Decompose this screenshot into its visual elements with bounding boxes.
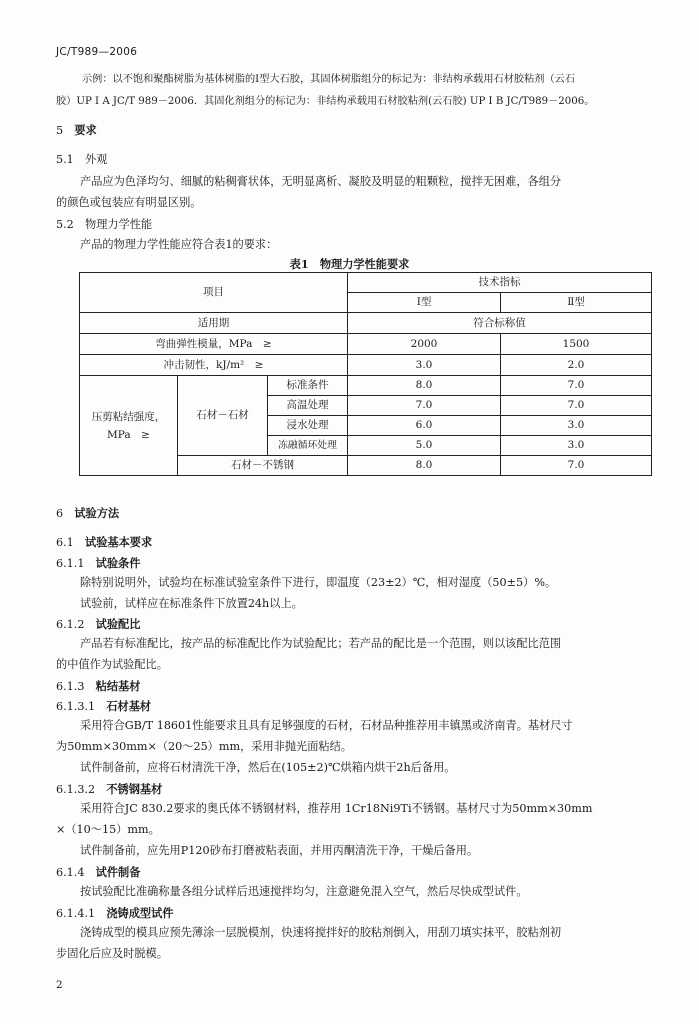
section-number: 6.1.3 xyxy=(56,680,85,693)
section-title: 粘结基材 xyxy=(95,679,141,693)
section-number: 5 xyxy=(56,124,64,137)
paragraph-line: 的颜色或包装应有明显区别。 xyxy=(56,196,202,209)
paragraph-line: 试验前，试样应在标准条件下放置24h以上。 xyxy=(80,597,303,610)
section-number: 5.1 xyxy=(56,153,74,166)
section-6-1-4-heading xyxy=(56,865,140,880)
section-number: 6.1.2 xyxy=(56,618,85,631)
paragraph-line: 按试验配比准确称量各组分试样后迅速搅拌均匀，注意避免混入空气，然后尽快成型试件。 xyxy=(80,885,528,898)
row-label: 适用期 xyxy=(80,313,348,334)
table-cell: 5.0 xyxy=(348,436,501,456)
row-label: 弯曲弹性模量，MPa ≥ xyxy=(80,334,348,355)
section-title: 不锈钢基材 xyxy=(106,782,163,796)
table-cell: 2000 xyxy=(348,334,501,355)
table-cell: 7.0 xyxy=(501,376,652,396)
table-cell: 8.0 xyxy=(348,376,501,396)
paragraph-line: 除特别说明外，试验均在标准试验室条件下进行，即温度（23±2）℃，相对湿度（50±5）%。 xyxy=(80,576,557,589)
section-6-1-3-2-heading xyxy=(56,782,162,797)
paragraph-line: 产品应为色泽均匀、细腻的粘稠膏状体，无明显离析、凝胶及明显的粗颗粒，搅拌无困难，各组分 xyxy=(80,175,562,188)
table-cell: 7.0 xyxy=(348,396,501,416)
table-cell: 1500 xyxy=(501,334,652,355)
condition-label: 高温处理 xyxy=(268,396,348,416)
row-label-line: 压剪粘结强度， xyxy=(91,410,166,423)
section-6-heading xyxy=(56,506,119,521)
section-number: 6.1.3.1 xyxy=(56,700,96,713)
row-label xyxy=(80,376,178,476)
table-cell: 6.0 xyxy=(348,416,501,436)
paragraph-line: 采用符合GB/T 18601性能要求且具有足够强度的石材，石材品种推荐用丰镇黑或济南青。基材尺寸 xyxy=(80,719,573,732)
header-item: 项目 xyxy=(80,273,348,313)
section-6-1-1-heading xyxy=(56,556,140,571)
section-title: 试验配比 xyxy=(95,617,141,631)
section-number: 6.1.4 xyxy=(56,866,85,879)
paragraph-line: 试件制备前，应将石材清洗干净，然后在(105±2)℃烘箱内烘干2h后备用。 xyxy=(80,761,456,774)
standard-header: JC/T989—2006 xyxy=(56,46,138,58)
row-label: 石材－石材 xyxy=(178,376,268,456)
section-6-1-3-1-heading xyxy=(56,699,151,714)
table-caption: 表1 物理力学性能要求 xyxy=(289,257,410,271)
header-type-1: Ⅰ型 xyxy=(348,293,501,313)
table-cell: 符合标称值 xyxy=(348,313,652,334)
section-title: 试验基本要求 xyxy=(85,535,153,549)
section-number: 6.1.3.2 xyxy=(56,783,96,796)
section-number: 6.1.4.1 xyxy=(56,907,96,920)
section-title: 试件制备 xyxy=(95,865,141,879)
section-number: 5.2 xyxy=(56,218,74,231)
table-cell: 3.0 xyxy=(501,416,652,436)
condition-label: 冻融循环处理 xyxy=(268,436,348,456)
header-type-2: Ⅱ型 xyxy=(501,293,652,313)
paragraph-line: 试件制备前，应先用P120砂布打磨被粘表面，并用丙酮清洗干净，干燥后备用。 xyxy=(80,844,479,857)
paragraph-line: 的中值作为试验配比。 xyxy=(56,658,168,671)
section-5-1-heading xyxy=(56,153,107,167)
section-6-1-4-1-heading xyxy=(56,906,173,921)
table-cell: 7.0 xyxy=(501,396,652,416)
section-title: 物理力学性能 xyxy=(85,218,153,231)
section-number: 6.1.1 xyxy=(56,557,85,570)
section-title: 石材基材 xyxy=(106,699,152,713)
row-label-line: MPa ≥ xyxy=(107,428,150,441)
condition-label: 标准条件 xyxy=(268,376,348,396)
section-title: 要求 xyxy=(74,123,97,137)
paragraph-line: 采用符合JC 830.2要求的奥氏体不锈钢材料，推荐用 1Cr18Ni9Ti不锈钢。基材尺寸为50mm×30mm xyxy=(80,802,593,815)
section-6-1-3-heading xyxy=(56,679,140,694)
table-cell: 3.0 xyxy=(501,436,652,456)
section-6-1-heading xyxy=(56,535,152,550)
paragraph-line: 为50mm×30mm×（20～25）mm，采用非抛光面粘结。 xyxy=(56,740,352,753)
table-cell: 7.0 xyxy=(501,456,652,476)
paragraph-line: 步固化后应及时脱模。 xyxy=(56,947,168,960)
properties-table xyxy=(79,272,652,476)
table-cell: 3.0 xyxy=(348,355,501,376)
example-line-1: 示例：以不饱和聚酯树脂为基体树脂的Ⅰ型大石胶，其固体树脂组分的标记为：非结构承载用石材胶粘剂（云石 xyxy=(82,74,576,85)
page-number: 2 xyxy=(56,979,63,991)
section-5-2-heading xyxy=(56,218,152,232)
row-label: 石材－不锈钢 xyxy=(178,456,348,476)
row-label: 冲击韧性，kJ/m² ≥ xyxy=(80,355,348,376)
section-6-1-2-heading xyxy=(56,617,140,632)
section-number: 6 xyxy=(56,507,64,520)
paragraph-line: 浇铸成型的模具应预先薄涂一层脱模剂，快速将搅拌好的胶粘剂倒入，用刮刀填实抹平，胶粘剂初 xyxy=(80,926,562,939)
section-title: 试验条件 xyxy=(95,556,141,570)
condition-label: 浸水处理 xyxy=(268,416,348,436)
section-title: 外观 xyxy=(85,153,108,166)
table-cell: 2.0 xyxy=(501,355,652,376)
paragraph-line: ×（10～15）mm。 xyxy=(56,823,160,836)
section-title: 试验方法 xyxy=(74,506,120,520)
paragraph-line: 产品若有标准配比，按产品的标准配比作为试验配比；若产品的配比是一个范围，则以该配比范围 xyxy=(80,637,562,650)
section-title: 浇铸成型试件 xyxy=(106,906,174,920)
table-cell: 8.0 xyxy=(348,456,501,476)
paragraph-line: 产品的物理力学性能应符合表1的要求： xyxy=(80,238,278,251)
example-line-2: 胶）UP I A JC/T 989－2006．其固化剂组分的标记为：非结构承载用石材胶粘剂(云石胶) UP I B JC/T989－2006。 xyxy=(56,96,595,107)
header-tech-index: 技术指标 xyxy=(348,273,652,293)
section-5-heading xyxy=(56,123,97,138)
section-number: 6.1 xyxy=(56,536,74,549)
